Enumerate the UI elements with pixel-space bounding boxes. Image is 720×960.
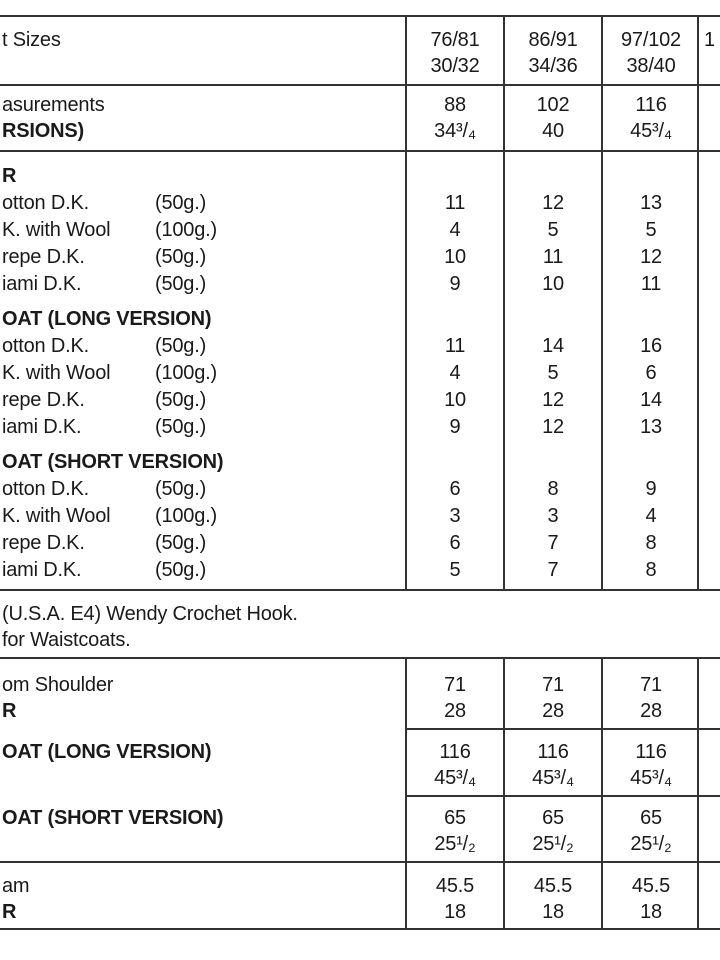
rule-before-seam <box>0 861 720 863</box>
length-cm: 71 <box>640 674 662 696</box>
yarn-weight: (50g.) <box>155 532 207 554</box>
yarn-quantity: 5 <box>547 219 559 241</box>
length-in: 25¹/₂ <box>532 833 574 855</box>
yarn-quantity: 10 <box>444 389 466 411</box>
length-cm: 65 <box>542 807 564 829</box>
rule-after-header <box>0 84 720 86</box>
col-rule-3b <box>601 657 603 929</box>
hook-note: (U.S.A. E4) Wendy Crochet Hook. <box>2 603 298 625</box>
yarn-name: otton D.K. <box>2 192 89 214</box>
length-label: OAT (LONG VERSION) <box>2 741 212 763</box>
length-cm: 45.5 <box>631 875 671 897</box>
yarn-quantity: 11 <box>444 192 466 214</box>
col-rule-3 <box>601 15 603 590</box>
rule-after-yarns <box>0 589 720 591</box>
hook-note: for Waistcoats. <box>2 629 131 651</box>
length-cm: 116 <box>537 741 569 763</box>
measurements-label: asurements <box>2 94 105 116</box>
length-in: 45³/₄ <box>630 767 672 789</box>
measurement-in: 45³/₄ <box>630 120 672 142</box>
col-rule-4 <box>697 15 699 590</box>
length-cm: 45.5 <box>533 875 573 897</box>
section-title: OAT (LONG VERSION) <box>2 308 212 330</box>
rule-top <box>0 15 720 17</box>
section-title: R <box>2 165 17 187</box>
yarn-quantity: 11 <box>444 335 466 357</box>
length-in: 18 <box>542 901 564 923</box>
yarn-quantity: 6 <box>645 362 657 384</box>
yarn-name: repe D.K. <box>2 389 85 411</box>
yarn-name: otton D.K. <box>2 335 89 357</box>
yarn-quantity: 4 <box>449 362 461 384</box>
length-label: om Shoulder <box>2 674 114 696</box>
length-in: 25¹/₂ <box>630 833 672 855</box>
yarn-weight: (100g.) <box>155 219 217 241</box>
rule-after-hook <box>0 657 720 659</box>
yarn-name: iami D.K. <box>2 559 82 581</box>
size-in: 38/40 <box>626 55 676 77</box>
rule-bottom <box>0 928 720 930</box>
length-cm: 45.5 <box>435 875 475 897</box>
yarn-quantity: 7 <box>547 559 559 581</box>
yarn-quantity: 6 <box>449 478 461 500</box>
yarn-weight: (50g.) <box>155 559 207 581</box>
yarn-weight: (50g.) <box>155 478 207 500</box>
yarn-quantity: 14 <box>542 335 564 357</box>
sizes-label: t Sizes <box>2 29 61 51</box>
measurements-sub-label: RSIONS) <box>2 120 84 142</box>
yarn-weight: (50g.) <box>155 335 207 357</box>
yarn-quantity: 12 <box>542 192 564 214</box>
yarn-name: iami D.K. <box>2 273 82 295</box>
yarn-quantity: 10 <box>444 246 466 268</box>
section-title: OAT (SHORT VERSION) <box>2 451 224 473</box>
yarn-quantity: 10 <box>542 273 564 295</box>
yarn-quantity: 3 <box>547 505 559 527</box>
yarn-weight: (50g.) <box>155 416 207 438</box>
yarn-quantity: 5 <box>645 219 657 241</box>
yarn-quantity: 8 <box>547 478 559 500</box>
yarn-quantity: 12 <box>640 246 662 268</box>
length-cm: 71 <box>542 674 564 696</box>
size-in: 34/36 <box>528 55 578 77</box>
size-in: 30/32 <box>430 55 480 77</box>
yarn-quantity: 8 <box>645 559 657 581</box>
yarn-name: K. with Wool <box>2 362 111 384</box>
yarn-quantity: 13 <box>640 416 662 438</box>
yarn-name: repe D.K. <box>2 246 85 268</box>
yarn-quantity: 8 <box>645 532 657 554</box>
rule-length-1 <box>405 728 720 730</box>
yarn-quantity: 6 <box>449 532 461 554</box>
col-rule-1b <box>405 657 407 929</box>
measurement-cm: 88 <box>444 94 466 116</box>
length-in: 45³/₄ <box>434 767 476 789</box>
yarn-quantity: 3 <box>449 505 461 527</box>
length-cm: 116 <box>439 741 471 763</box>
yarn-quantity: 12 <box>542 416 564 438</box>
yarn-weight: (100g.) <box>155 505 217 527</box>
col-rule-4b <box>697 657 699 929</box>
col-rule-1 <box>405 15 407 590</box>
yarn-quantity: 7 <box>547 532 559 554</box>
measurement-cm: 102 <box>536 94 570 116</box>
yarn-weight: (50g.) <box>155 192 207 214</box>
yarn-quantity: 14 <box>640 389 662 411</box>
col-rule-2 <box>503 15 505 590</box>
yarn-name: repe D.K. <box>2 532 85 554</box>
length-in: 28 <box>542 700 564 722</box>
length-in: 25¹/₂ <box>434 833 476 855</box>
length-in: 28 <box>640 700 662 722</box>
length-in: 18 <box>640 901 662 923</box>
length-label: OAT (SHORT VERSION) <box>2 807 224 829</box>
yarn-quantity: 5 <box>547 362 559 384</box>
yarn-quantity: 11 <box>640 273 662 295</box>
length-cm: 65 <box>444 807 466 829</box>
size-cm: 1 <box>704 29 715 51</box>
length-cm: 65 <box>640 807 662 829</box>
yarn-name: K. with Wool <box>2 219 111 241</box>
yarn-name: K. with Wool <box>2 505 111 527</box>
yarn-weight: (50g.) <box>155 246 207 268</box>
length-in: 28 <box>444 700 466 722</box>
length-in: 18 <box>444 901 466 923</box>
yarn-quantity: 11 <box>542 246 564 268</box>
yarn-quantity: 9 <box>645 478 657 500</box>
rule-after-measurements <box>0 150 720 152</box>
length-sub-label: R <box>2 700 17 722</box>
size-cm: 97/102 <box>621 29 681 51</box>
size-cm: 86/91 <box>528 29 578 51</box>
size-cm: 76/81 <box>430 29 480 51</box>
rule-length-2 <box>405 795 720 797</box>
length-label: am <box>2 875 30 897</box>
measurement-in: 34³/₄ <box>434 120 476 142</box>
yarn-quantity: 12 <box>542 389 564 411</box>
yarn-quantity: 5 <box>449 559 461 581</box>
yarn-quantity: 16 <box>640 335 662 357</box>
length-in: 45³/₄ <box>532 767 574 789</box>
yarn-quantity: 9 <box>449 416 461 438</box>
length-sub-label: R <box>2 901 17 923</box>
length-cm: 116 <box>635 741 667 763</box>
yarn-quantity: 4 <box>449 219 461 241</box>
yarn-quantity: 9 <box>449 273 461 295</box>
length-cm: 71 <box>444 674 466 696</box>
yarn-quantity: 4 <box>645 505 657 527</box>
col-rule-2b <box>503 657 505 929</box>
yarn-quantity: 13 <box>640 192 662 214</box>
yarn-name: otton D.K. <box>2 478 89 500</box>
measurement-cm: 116 <box>635 94 667 116</box>
yarn-name: iami D.K. <box>2 416 82 438</box>
yarn-weight: (50g.) <box>155 273 207 295</box>
measurement-in: 40 <box>542 120 564 142</box>
yarn-weight: (50g.) <box>155 389 207 411</box>
yarn-weight: (100g.) <box>155 362 217 384</box>
